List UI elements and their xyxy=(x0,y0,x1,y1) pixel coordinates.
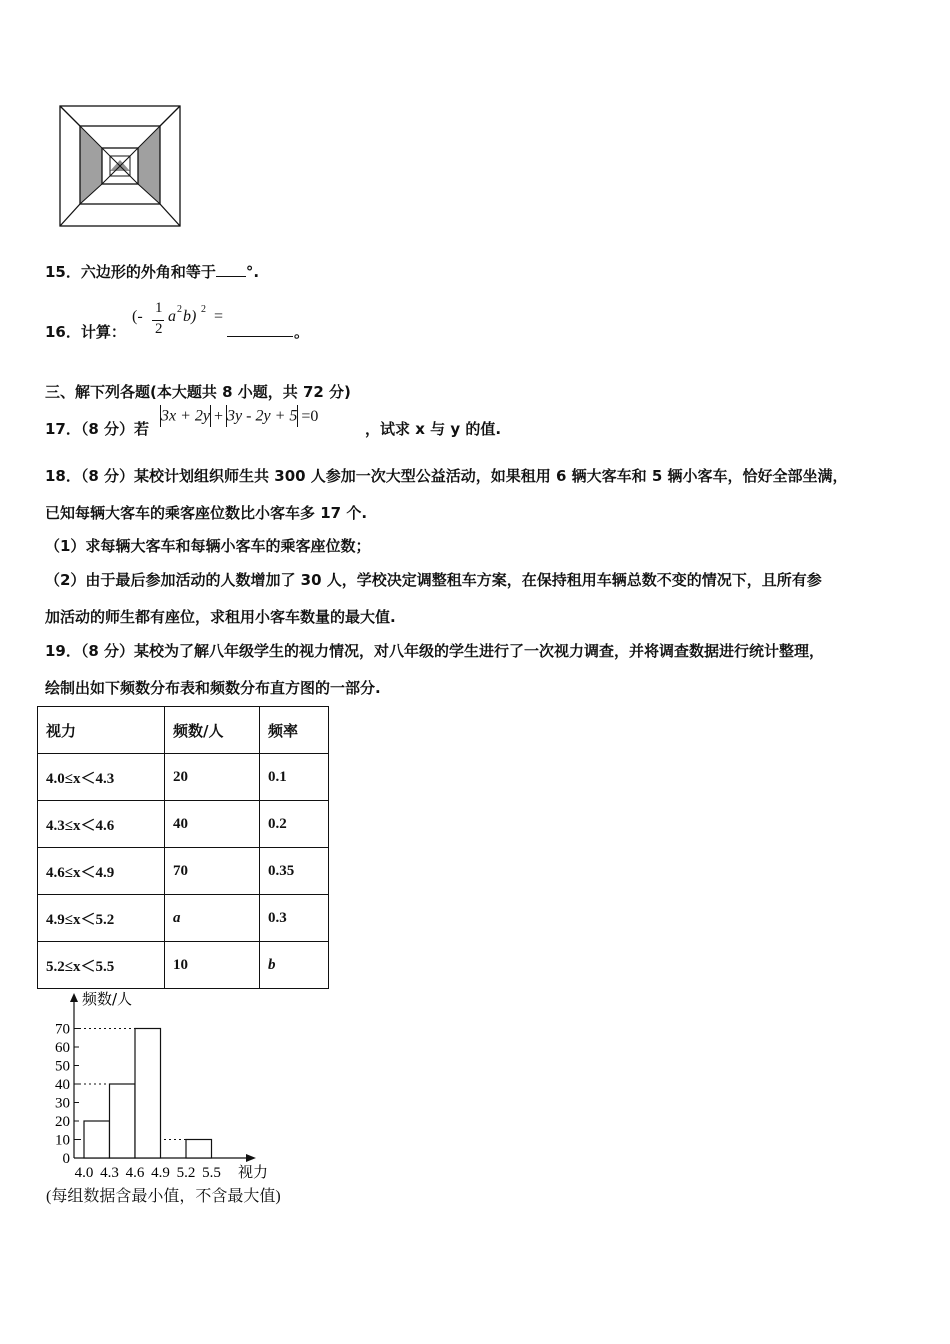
histogram-note: (每组数据含最小值，不含最大值) xyxy=(46,1188,281,1205)
table-cell: 0.35 xyxy=(260,848,329,895)
table-cell: a xyxy=(165,895,260,942)
question-17-label: 17．（8 分）若 xyxy=(45,420,150,438)
q15-text: 15．六边形的外角和等于 xyxy=(45,263,216,281)
table-row xyxy=(38,754,329,801)
histogram-bar xyxy=(84,1121,110,1158)
table-cell: 40 xyxy=(165,801,260,848)
table-header-cell: 频率 xyxy=(260,707,329,754)
x-axis-label: 视力 xyxy=(238,1163,269,1181)
question-18-part2b: 加活动的师生都有座位，求租用小客车数量的最大值. xyxy=(45,608,396,626)
y-tick-label: 40 xyxy=(55,1077,70,1093)
table-cell: 5.2≤x＜5.5 xyxy=(38,942,165,989)
question-16-label: 16．计算： xyxy=(45,323,126,341)
table-cell: 70 xyxy=(165,848,260,895)
x-tick-label: 4.9 xyxy=(151,1165,170,1181)
y-tick-label: 30 xyxy=(55,1095,70,1112)
section-3-title: 三、解下列各题(本大题共 8 小题，共 72 分) xyxy=(45,383,351,401)
y-axis-arrow xyxy=(70,993,78,1002)
table-cell: 0.2 xyxy=(260,801,329,848)
table-cell: 0.3 xyxy=(260,895,329,942)
table-cell: 20 xyxy=(165,754,260,801)
table-cell: b xyxy=(260,942,329,989)
x-axis-arrow xyxy=(246,1154,256,1162)
table-cell: 4.6≤x＜4.9 xyxy=(38,848,165,895)
table-header-row xyxy=(38,707,329,754)
y-tick-label: 10 xyxy=(55,1132,70,1149)
question-18-part1: （1）求每辆大客车和每辆小客车的乘客座位数； xyxy=(45,537,371,555)
x-tick-label: 4.3 xyxy=(100,1165,119,1181)
y-tick-label: 50 xyxy=(55,1058,70,1075)
question-19-line1: 19．（8 分）某校为了解八年级学生的视力情况，对八年级的学生进行了一次视力调查，并将调查数据进行统计整理， xyxy=(45,642,825,660)
y-tick-label: 0 xyxy=(62,1151,70,1167)
table-cell: 0.1 xyxy=(260,754,329,801)
frequency-table xyxy=(37,706,329,989)
table-row xyxy=(38,848,329,895)
x-tick-label: 5.5 xyxy=(202,1165,221,1181)
y-tick-label: 70 xyxy=(55,1021,70,1038)
table-row xyxy=(38,895,329,942)
q15-suffix: °. xyxy=(245,263,260,281)
q16-blank xyxy=(227,335,293,337)
question-15 xyxy=(45,261,259,282)
frequency-histogram xyxy=(36,990,296,1185)
table-cell: 10 xyxy=(165,942,260,989)
question-18-line2: 已知每辆大客车的乘客座位数比小客车多 17 个. xyxy=(45,504,368,522)
histogram-bar xyxy=(186,1140,212,1159)
question-19-line2: 绘制出如下频数分布表和频数分布直方图的一部分. xyxy=(45,679,381,697)
y-axis-label: 频数/人 xyxy=(82,990,133,1008)
table-cell: 4.3≤x＜4.6 xyxy=(38,801,165,848)
y-tick-label: 20 xyxy=(55,1114,70,1130)
y-tick-label: 60 xyxy=(55,1040,70,1056)
table-header-cell: 视力 xyxy=(38,707,165,754)
histogram-bar xyxy=(135,1029,161,1159)
table-row xyxy=(38,801,329,848)
question-18-line1: 18．（8 分）某校计划组织师生共 300 人参加一次大型公益活动，如果租用 6 辆大客车和 5 辆小客车，恰好全部坐满， xyxy=(45,467,848,485)
histogram-bar xyxy=(110,1084,136,1158)
q17-suffix: ，试求 x 与 y 的值. xyxy=(365,420,502,438)
x-tick-label: 4.0 xyxy=(74,1165,94,1181)
q17-expression: 3x + 2y + 3y - 2y + 5 =0 xyxy=(160,405,318,431)
q16-expression: (- 1 2 a 2 b) 2 = xyxy=(132,300,224,337)
table-cell: 4.9≤x＜5.2 xyxy=(38,895,165,942)
table-header-cell: 频数/人 xyxy=(165,707,260,754)
q15-blank xyxy=(216,275,246,277)
table-row xyxy=(38,942,329,989)
table-cell: 4.0≤x＜4.3 xyxy=(38,754,165,801)
question-18-part2a: （2）由于最后参加活动的人数增加了 30 人，学校决定调整租车方案，在保持租用车辆总数不变的情况下，且所有参 xyxy=(45,571,822,589)
nested-squares-figure xyxy=(58,104,182,228)
x-tick-label: 5.2 xyxy=(176,1165,196,1181)
q16-suffix: 。 xyxy=(294,323,310,341)
x-tick-label: 4.6 xyxy=(125,1165,145,1181)
